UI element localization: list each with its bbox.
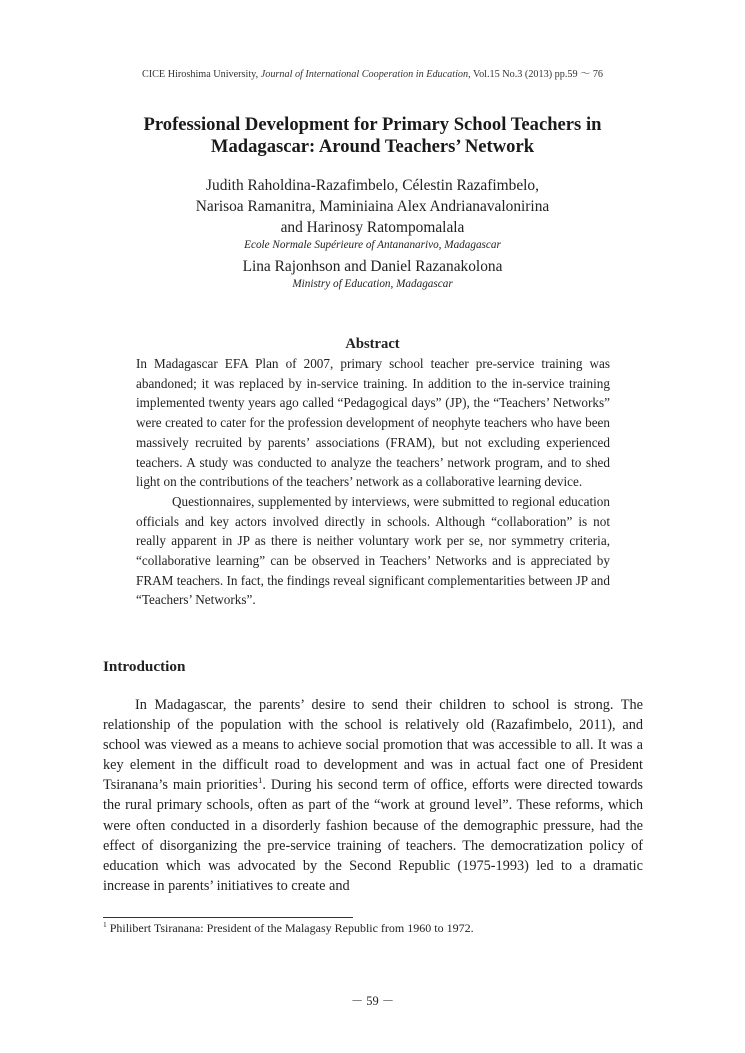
abstract-heading: Abstract: [345, 336, 400, 352]
affiliation-ens: Ecole Normale Supérieure of Antananarivo, Madagascar: [244, 239, 501, 251]
paper-title: [100, 114, 645, 158]
abstract-body: [136, 354, 610, 610]
introduction-paragraph: [103, 695, 643, 896]
author-line-3: and Harinosy Ratompomalala: [280, 219, 465, 236]
journal-name: Journal of International Cooperation in Education: [260, 69, 469, 80]
introduction-body: [103, 695, 643, 896]
introduction-heading: Introduction: [103, 658, 186, 675]
author-line-4: Lina Rajonhson and Daniel Razanakolona: [242, 258, 503, 275]
footnote: [103, 921, 474, 936]
intro-text-part-1: In Madagascar, the parents’ desire to send their children to school is strong. The relationship of the population with the school is relatively old (Razafimbelo, 2011), and school was viewed as a means to achieve social promotion that was accessible to all. It was a key element in the difficult road to development and was in actual fact one of President Tsiranana’s main priorities: [103, 697, 643, 794]
abstract-paragraph-1: In Madagascar EFA Plan of 2007, primary school teacher pre-service training was abandoned; it was replaced by in-service training. In addition to the in-service training implemented twenty years ago called “Pedagogical days” (JP), the “Teachers’ Networks” were created to cater for the profession development of neophyte teachers who have been massively recruited by parents’ associations (FRAM), but not excluding experienced teachers. A study was conducted to analyze the teachers’ network program, and to shed light on the contributions of the teachers’ network as a collaborative learning device.: [136, 356, 610, 490]
footnote-number: 1: [103, 920, 107, 929]
title-line-1: Professional Development for Primary School Teachers in: [143, 114, 602, 135]
page-number: － 59 －: [350, 994, 395, 1008]
author-line-1: Judith Raholdina-Razafimbelo, Célestin Razafimbelo,: [206, 177, 539, 194]
author-block: [100, 175, 645, 291]
footnote-text: Philibert Tsiranana: President of the Malagasy Republic from 1960 to 1972.: [106, 921, 474, 935]
header-prefix: CICE Hiroshima University,: [141, 69, 261, 80]
title-line-2: Madagascar: Around Teachers’ Network: [210, 136, 535, 157]
author-line-2: Narisoa Ramanitra, Maminiaina Alex Andrianavalonirina: [195, 198, 550, 215]
footnote-reference[interactable]: 1: [257, 775, 263, 786]
footnote-divider: [103, 917, 353, 918]
affiliation-ministry: Ministry of Education, Madagascar: [292, 278, 453, 290]
intro-text-part-2: . During his second term of office, efforts were directed towards the rural primary schools, often as part of the “work at ground level”. These reforms, which were often conducted in a disorderly fashion because of the demographic pressure, had the effect of disorganizing the pre-service training of teachers. The democratization policy of education which was advocated by the Second Republic (1975-1993) led to a dramatic increase in parents’ initiatives to create and: [103, 777, 643, 894]
header-suffix: , Vol.15 No.3 (2013) pp.59 ～ 76: [468, 69, 604, 80]
abstract-paragraph-2: Questionnaires, supplemented by interviews, were submitted to regional education officials and key actors involved directly in schools. Although “collaboration” is not really apparent in JP as there is neither voluntary work per se, nor symmetry criteria, “collaborative learning” can be observed in Teachers’ Networks and is appreciated by FRAM teachers. In fact, the findings reveal significant complementarities between JP and “Teachers’ Networks”.: [136, 493, 610, 608]
running-header: [0, 65, 745, 80]
